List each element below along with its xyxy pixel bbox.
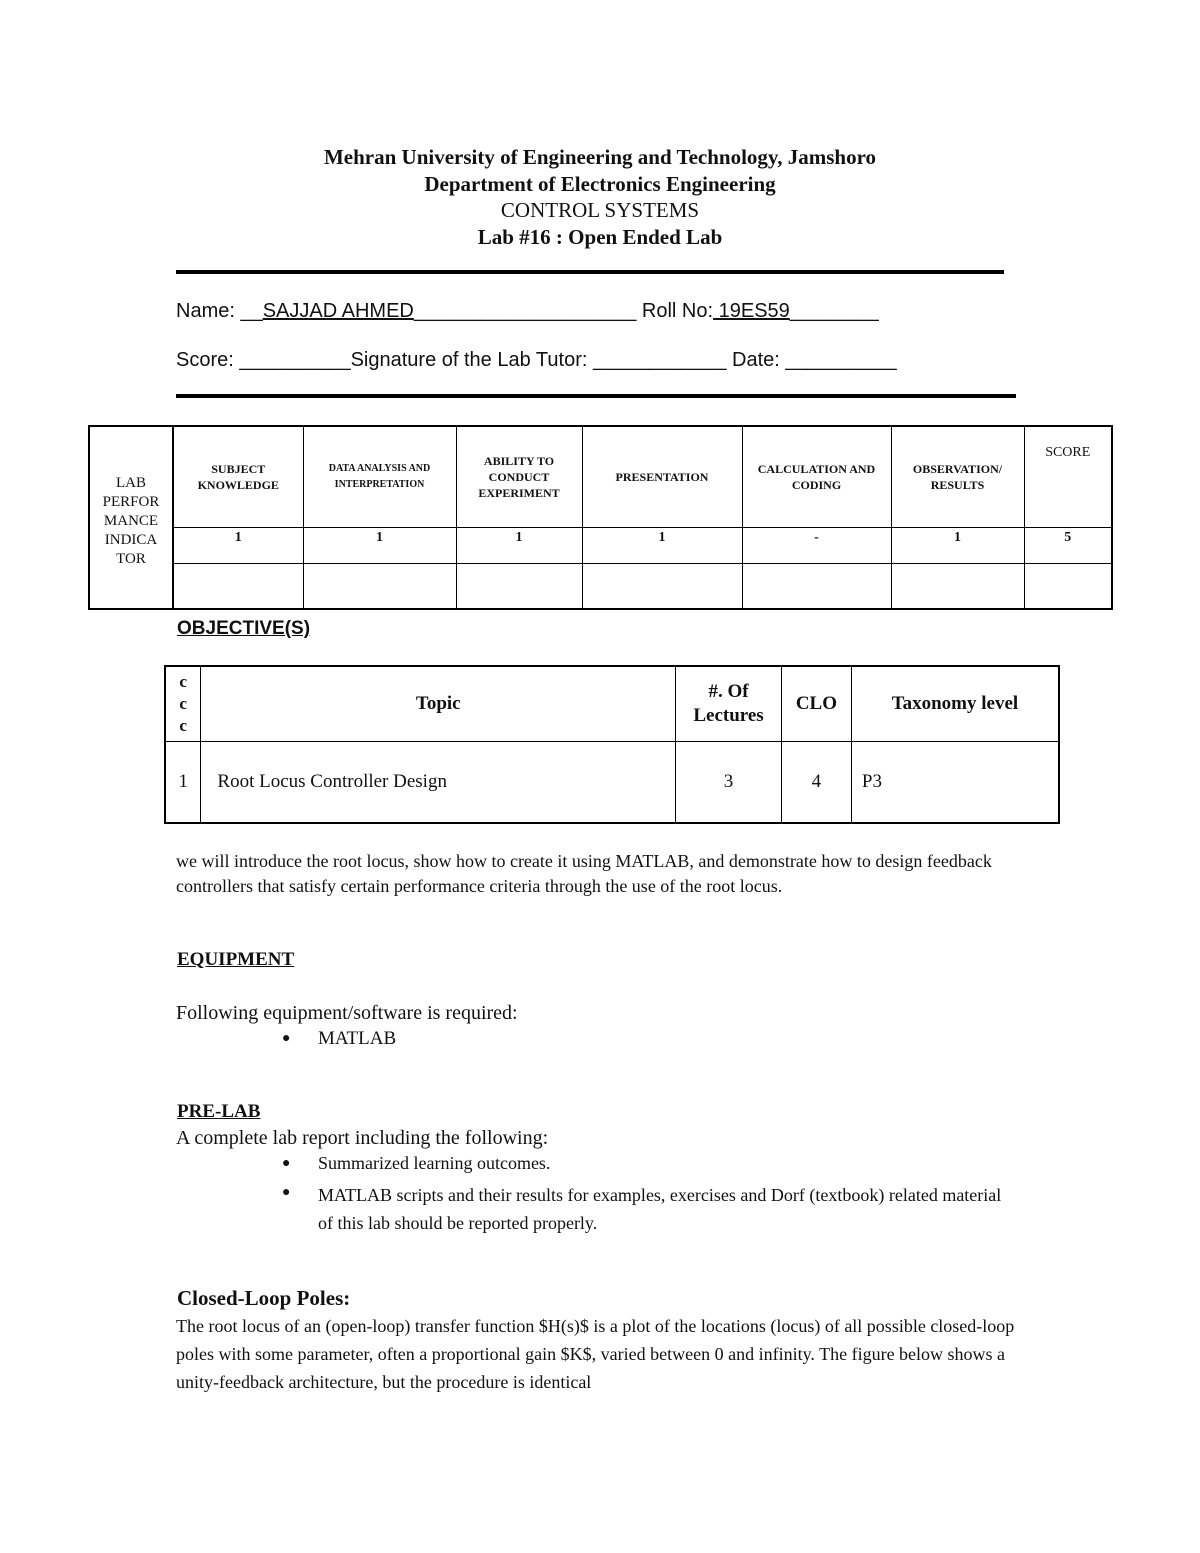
- blank-cell: [582, 564, 742, 610]
- name-underline: ____________________: [413, 300, 637, 322]
- cell-topic: Root Locus Controller Design: [201, 742, 676, 824]
- header-lectures: #. Of Lectures: [676, 666, 782, 742]
- prelab-item: MATLAB scripts and their results for examples, exercises and Dorf (textbook) related material of this lab should be reported properly.: [318, 1185, 1002, 1233]
- value-ability-to-conduct: 1: [456, 528, 582, 564]
- cell-lectures: 3: [676, 742, 782, 824]
- value-presentation: 1: [582, 528, 742, 564]
- roll-underline: ________: [789, 300, 879, 322]
- bullet-icon: ●: [282, 1185, 291, 1200]
- blank-cell: [891, 564, 1024, 610]
- closed-loop-text: The root locus of an (open-loop) transfer function $H(s)$ is a plot of the locations (locus) of all possible closed-loop poles with some parameter, often a proportional gain $K$, varied between 0 and infinity. The figure below shows a unity-feedback architecture, but the procedure is identical: [176, 1316, 1015, 1392]
- prelab-intro: A complete lab report including the following:: [176, 1127, 549, 1149]
- header-data-analysis: DATA ANALYSIS AND INTERPRETATION: [303, 426, 456, 528]
- value-data-analysis: 1: [303, 528, 456, 564]
- value-score: 5: [1024, 528, 1112, 564]
- equipment-intro: Following equipment/software is required:: [176, 1002, 518, 1024]
- cell-ccc: 1: [165, 742, 201, 824]
- blank-cell: [742, 564, 891, 610]
- bullet-icon: ●: [282, 1156, 291, 1171]
- value-subject-knowledge: 1: [173, 528, 303, 564]
- header-observation-results: OBSERVATION/ RESULTS: [891, 426, 1024, 528]
- header-presentation: PRESENTATION: [582, 426, 742, 528]
- bullet-icon: ●: [282, 1031, 291, 1046]
- lab-title: Lab #16 : Open Ended Lab: [477, 225, 723, 249]
- cell-clo: 4: [781, 742, 851, 824]
- cell-taxonomy: P3: [851, 742, 1059, 824]
- objectives-table: [164, 665, 1060, 824]
- header-ccc: c c c: [165, 666, 201, 742]
- equipment-heading: EQUIPMENT: [177, 949, 295, 970]
- header-rule: [176, 270, 1004, 274]
- name-label: Name: __: [176, 300, 263, 322]
- objective-description: we will introduce the root locus, show how to create it using MATLAB, and demonstrate how to design feedback controllers that satisfy certain performance criteria through the use of the root locus.: [176, 851, 992, 896]
- header-calculation-coding: CALCULATION AND CODING: [742, 426, 891, 528]
- course-name: CONTROL SYSTEMS: [500, 198, 700, 222]
- closed-loop-heading: Closed-Loop Poles:: [177, 1286, 351, 1310]
- name-roll-line: [176, 300, 879, 323]
- department-name: Department of Electronics Engineering: [424, 172, 776, 196]
- score-signature-line: Score: __________Signature of the Lab Tutor: ____________ Date: __________: [176, 349, 897, 371]
- university-name: Mehran University of Engineering and Technology, Jamshoro: [323, 145, 877, 169]
- header-ability-to-conduct: ABILITY TO CONDUCT EXPERIMENT: [456, 426, 582, 528]
- value-observation-results: 1: [891, 528, 1024, 564]
- blank-cell: [1024, 564, 1112, 610]
- header-topic: Topic: [201, 666, 676, 742]
- roll-label: Roll No:: [636, 300, 714, 322]
- objectives-heading: OBJECTIVE(S): [177, 618, 311, 639]
- performance-table: [88, 425, 1113, 610]
- header-score: SCORE: [1024, 426, 1112, 528]
- prelab-heading: PRE-LAB: [177, 1101, 261, 1122]
- blank-cell: [303, 564, 456, 610]
- blank-cell: [456, 564, 582, 610]
- blank-cell: [173, 564, 303, 610]
- header-subject-knowledge: SUBJECT KNOWLEDGE: [173, 426, 303, 528]
- header-clo: CLO: [781, 666, 851, 742]
- name-value: SAJJAD AHMED: [262, 300, 414, 322]
- roll-value: 19ES59: [713, 300, 790, 322]
- form-rule: [176, 394, 1016, 398]
- equipment-item: MATLAB: [318, 1028, 397, 1049]
- prelab-item: Summarized learning outcomes.: [318, 1153, 551, 1173]
- header-taxonomy: Taxonomy level: [851, 666, 1059, 742]
- value-calculation-coding: -: [742, 528, 891, 564]
- performance-row-label: LAB PERFOR MANCE INDICA TOR: [89, 426, 173, 609]
